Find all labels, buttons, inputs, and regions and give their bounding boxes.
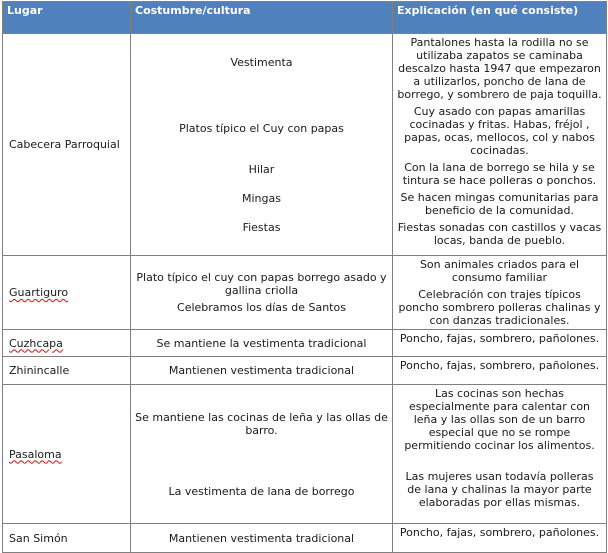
explanation-cell: [393, 357, 607, 385]
table-row: [3, 34, 607, 256]
custom-item: Mingas: [242, 191, 281, 205]
table-row: [3, 256, 607, 330]
custom-item: Fiestas: [242, 220, 281, 234]
explanation-item: Con la lana de borrego se hila y se tintura se hace polleras o ponchos.: [402, 161, 597, 187]
place-cell: Zhinincalle: [3, 357, 131, 385]
place-cell: [3, 330, 131, 357]
explanation-item: Las mujeres usan todavía polleras de lana y chalinas la mayor parte elaboradas por ellas mismas.: [405, 470, 594, 509]
custom-cell: [131, 357, 393, 385]
place-cell: Cabecera Parroquial: [3, 34, 131, 256]
explanation-cell: [393, 256, 607, 330]
explanation-cell: [393, 524, 607, 553]
place-cell: [3, 385, 131, 524]
explanation-cell: [393, 385, 607, 524]
explanation-item: Las cocinas son hechas especialmente para calentar con leña y las ollas son de un barro especial que no se rompe permitiendo cocinar los alimentos.: [404, 387, 595, 452]
custom-cell: [131, 385, 393, 524]
explanation-item: Poncho, fajas, sombrero, pañolones.: [399, 359, 600, 372]
explanation-item: Se hacen mingas comunitarias para beneficio de la comunidad.: [400, 191, 599, 217]
explanation-item: Pantalones hasta la rodilla no se utilizaba zapatos se caminaba descalzo hasta 1947 que empezaron a utilizarlos, poncho de lana de borrego, y sombrero de paja toquilla.: [397, 36, 602, 101]
custom-item: Se mantiene la vestimenta tradicional: [156, 336, 367, 350]
table-row: [3, 524, 607, 553]
custom-item: Se mantiene las cocinas de leña y las ollas de barro.: [135, 410, 388, 437]
custom-cell: [131, 256, 393, 330]
explanation-item: Poncho, fajas, sombrero, pañolones.: [399, 332, 600, 345]
place-cell: [3, 256, 131, 330]
custom-item: Mantienen vestimenta tradicional: [168, 364, 355, 377]
place-name: Pasaloma: [9, 447, 62, 461]
customs-table: [2, 1, 607, 553]
explanation-item: Fiestas sonadas con castillos y vacas locas, banda de pueblo.: [397, 221, 602, 247]
custom-item: Platos típico el Cuy con papas: [179, 121, 344, 135]
spacer: [131, 439, 392, 483]
custom-item: Plato típico el cuy con papas borrego asado y gallina criolla: [136, 271, 387, 297]
table-row: [3, 357, 607, 385]
header-costumbre: Costumbre/cultura: [131, 2, 393, 34]
custom-cell: [131, 330, 393, 357]
custom-item: Celebramos los días de Santos: [177, 301, 346, 314]
place-name: Cuzhcapa: [9, 336, 63, 350]
table-row: [3, 330, 607, 357]
custom-cell: [131, 524, 393, 553]
explanation-cell: [393, 34, 607, 256]
custom-cell: [131, 34, 393, 256]
custom-item: Hilar: [248, 162, 275, 176]
custom-item: La vestimenta de lana de borrego: [168, 484, 355, 498]
header-explicacion: Explicación (en qué consiste): [393, 2, 607, 34]
place-name: Guartiguro: [9, 286, 69, 299]
table-row: [3, 385, 607, 524]
place-cell: San Simón: [3, 524, 131, 553]
header-lugar: Lugar: [3, 2, 131, 34]
explanation-item: Cuy asado con papas amarillas cocinadas y fritas. Habas, fréjol , papas, ocas, mellocos, col y nabos cocinadas.: [404, 105, 595, 157]
explanation-item: Celebración con trajes típicos poncho sombrero polleras chalinas y con danzas tradicionales.: [398, 288, 601, 327]
custom-item: Vestimenta: [230, 55, 293, 69]
header-row: [3, 2, 607, 34]
explanation-item: Poncho, fajas, sombrero, pañolones.: [399, 526, 600, 539]
explanation-item: Son animales criados para el consumo familiar: [419, 258, 580, 284]
custom-item: Mantienen vestimenta tradicional: [168, 531, 355, 545]
explanation-cell: [393, 330, 607, 357]
